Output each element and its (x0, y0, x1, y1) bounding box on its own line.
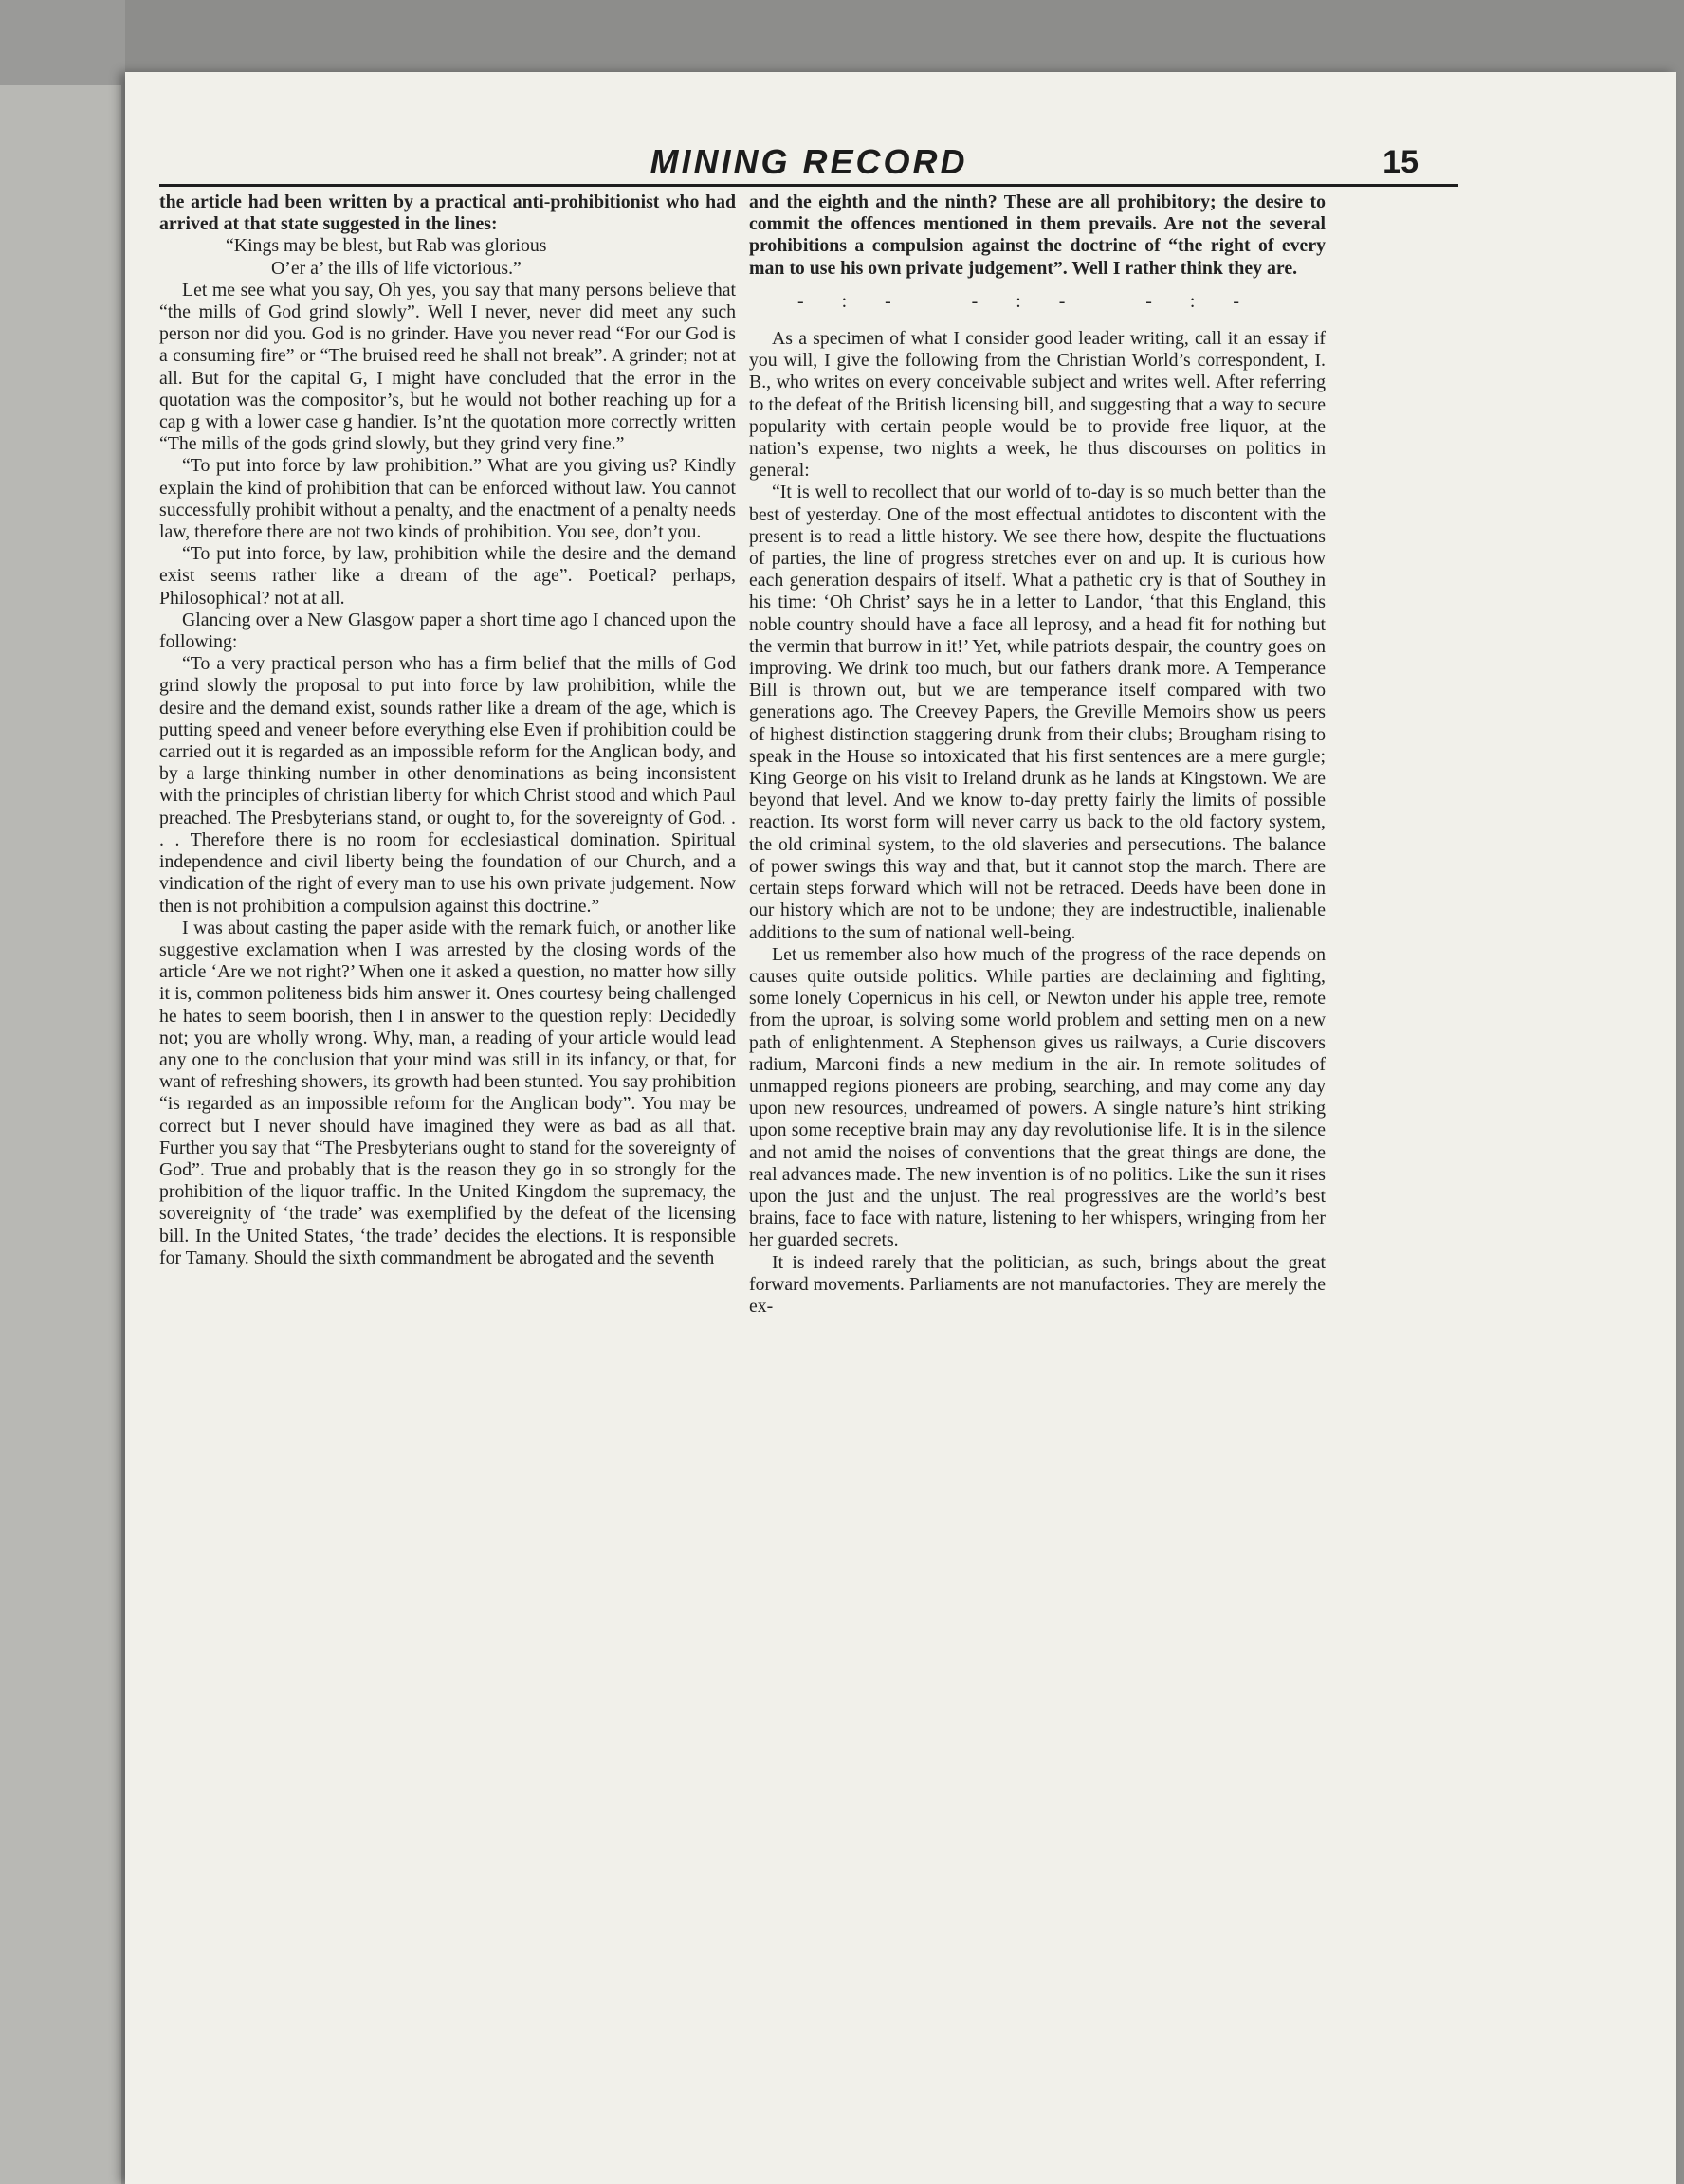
page-header (159, 140, 1458, 187)
paragraph: “Kings may be blest, but Rab was glorious (226, 235, 547, 257)
paragraph: the article had been written by a practical anti-prohibitionist who had arrived at that state suggested in the lines: (159, 191, 736, 235)
paragraph: O’er a’ the ills of life victorious.” (271, 257, 522, 279)
page-number: 15 (1382, 144, 1419, 180)
paragraph: “It is well to recollect that our world of to-day is so much better than the best of yesterday. One of the most effectual antidotes to discontent with the present is to read a little history. We see there how, despite the fluctuations of parties, the line of progress stretches ever on and up. It is curious how each generation despairs of itself. What a pathetic cry is that of Southey in his time: ‘Oh Christ’ says he in a letter to Landor, ‘that this England, this noble country should have a face all leprosy, and a head fit for nothing but the vermin that burrow in it!’ Yet, while patriots despair, the country goes on improving. We drink too much, but our fathers drank more. A Temperance Bill is thrown out, but we are temperance itself compared with two generations ago. The Creevey Papers, the Greville Memoirs show us peers of highest distinction staggering drunk from their clubs; Brougham rising to speak in the House so intoxicated that his first sentences are a mere gurgle; King George on his visit to Ireland drunk as he lands at Kingstown. We are beyond that level. And we know to-day pretty fairly the limits of possible reaction. Its worst form will never carry us back to the old factory system, the old criminal system, to the old slaveries and persecutions. The balance of power swings this way and that, but it cannot stop the march. There are certain steps forward which will not be retraced. Deeds have been done in our history which are not to be undone; they are indestructible, inalienable additions to the sum of national well-being. (749, 482, 1326, 943)
paragraph: -:- -:- -:- (797, 290, 1277, 312)
paragraph: Let me see what you say, Oh yes, you say that many persons believe that “the mills of God grind slowly”. Well I never, never did meet any such person nor did you. God is no grinder. Have you never read “For our God is a consuming fire” or “The bruised reed he shall not break”. A grinder; not at all. But for the capital G, I might have concluded that the error in the quotation was the compositor’s, but he would not bother reaching up for a cap g with a lower case g handier. Is’nt the quotation more correctly written “The mills of the gods grind slowly, but they grind very fine.” (159, 279, 736, 455)
paragraph: Glancing over a New Glasgow paper a short time ago I chanced upon the following: (159, 609, 736, 653)
paragraph: and the eighth and the ninth? These are all prohibitory; the desire to commit the offences mentioned in them prevails. Are not the several prohibitions a compulsion against the doctrine of “the right of every man to use his own private judgement”. Well I rather think they are. (749, 191, 1326, 279)
paragraph: I was about casting the paper aside with the remark fuich, or another like suggestive exclamation when I was arrested by the closing words of the article ‘Are we not right?’ When one it asked a question, no matter how silly it is, common politeness bids him answer it. Ones courtesy being challenged he hates to seem boorish, then I in answer to the question reply: Decidedly not; you are wholly wrong. Why, man, a reading of your article would lead any one to the conclusion that your mind was still in its infancy, or that, for want of refreshing showers, its growth had been stunted. You say prohibition “is regarded as an impossible reform for the Anglican body”. You may be correct but I never should have imagined they were as bad as all that. Further you say that “The Presbyterians ought to stand for the sovereignty of God”. True and probably that is the reason they go in so strongly for the prohibition of the liquor traffic. In the United Kingdom the supremacy, the sovereignity of ‘the trade’ was exemplified by the defeat of the licensing bill. In the United States, ‘the trade’ decides the elections. It is responsible for Tamany. Should the sixth commandment be abrogated and the seventh (159, 917, 736, 1268)
paragraph: “To put into force, by law, prohibition while the desire and the demand exist seems rather like a dream of the age”. Poetical? perhaps, Philosophical? not at all. (159, 543, 736, 609)
adjacent-page-edge (0, 85, 121, 2184)
paragraph: As a specimen of what I consider good leader writing, call it an essay if you will, I give the following from the Christian World’s correspondent, I. B., who writes on every conceivable subject and writes well. After referring to the defeat of the British licensing bill, and suggesting that a way to secure popularity with certain people would be to provide free liquor, at the nation’s expense, two nights a week, he thus discourses on politics in general: (749, 328, 1326, 482)
paragraph: “To put into force by law prohibition.” What are you giving us? Kindly explain the kind of prohibition that can be enforced without law. You cannot successfully prohibit without a penalty, and the enactment of a penalty needs law, therefore there are not two kinds of prohibition. You see, don’t you. (159, 455, 736, 543)
paragraph: “To a very practical person who has a firm belief that the mills of God grind slowly the proposal to put into force by law prohibition, while the desire and the demand exist, sounds rather like a dream of the age, which is putting speed and veneer before everything else Even if prohibition could be carried out it is regarded as an impossible reform for the Anglican body, and by a large thinking number in other denominations as being inconsistent with the principles of christian liberty for which Christ stood and which Paul preached. The Presbyterians stand, or ought to, for the sovereignty of God. . . . Therefore there is no room for ecclesiastical domination. Spiritual independence and civil liberty being the foundation of our Church, and a vindication of the right of every man to use his own private judgement. Now then is not prohibition a compulsion against this doctrine.” (159, 653, 736, 917)
left-column (159, 191, 736, 1269)
right-column (749, 191, 1326, 1318)
masthead-title: MINING RECORD (650, 142, 968, 181)
paragraph: It is indeed rarely that the politician, as such, brings about the great forward movements. Parliaments are not manufactories. They are merely the ex- (749, 1251, 1326, 1317)
paragraph: Let us remember also how much of the progress of the race depends on causes quite outside politics. While parties are declaiming and fighting, some lonely Copernicus in his cell, or Newton under his apple tree, remote from the uproar, is solving some world problem and setting men on a new path of enlightenment. A Stephenson gives us railways, a Curie discovers radium, Marconi finds a new medium in the air. In remote solitudes of unmapped regions pioneers are probing, searching, and may come any day upon new resources, undreamed of powers. A single nature’s hint striking upon some receptive brain may any day revolutionise life. It is in the silence and not amid the noises of conventions that the great things are done, the real advances made. The new invention is of no politics. Like the sun it rises upon the just and the unjust. The real progressives are the world’s best brains, face to face with nature, listening to her whispers, wringing from her her guarded secrets. (749, 943, 1326, 1251)
